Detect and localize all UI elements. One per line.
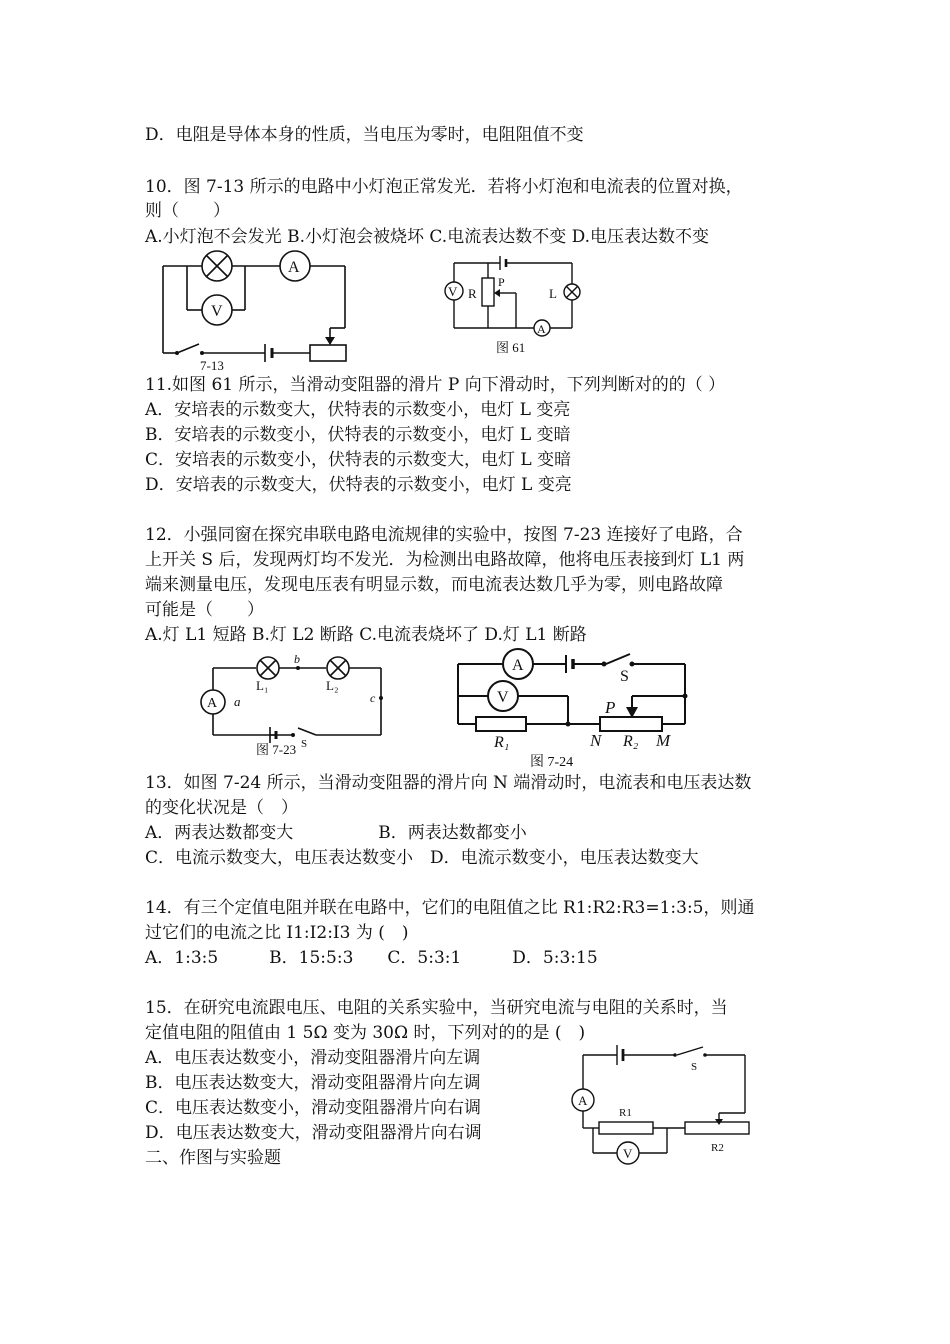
q13-options-cd: C．电流示数变大，电压表达数变小 D．电流示数变小，电压表达数变大 bbox=[145, 848, 699, 868]
figure-7-23-circuit bbox=[198, 650, 388, 760]
q12-line4: 可能是（ ） bbox=[145, 600, 264, 620]
fig61-caption: 图 61 bbox=[496, 340, 526, 355]
fig723-c-point: c bbox=[370, 691, 376, 705]
fig723-a-point: a bbox=[234, 694, 241, 709]
q11-option-c: C．安培表的示数变小，伏特表的示数变大，电灯 L 变暗 bbox=[145, 450, 572, 470]
fig15-r2-label: R2 bbox=[711, 1142, 724, 1154]
q11-stem: 11.如图 61 所示，当滑动变阻器的滑片 P 向下滑动时，下列判断对的的（ ） bbox=[145, 375, 726, 395]
q14-options: A．1:3:5 B．15:5:3 C．5:3:1 D．5:3:15 bbox=[145, 948, 598, 968]
q15-option-b: B．电压表达数变大，滑动变阻器滑片向左调 bbox=[145, 1073, 481, 1093]
fig724-voltmeter-label: V bbox=[497, 689, 509, 706]
fig15-r1-label: R1 bbox=[619, 1107, 632, 1119]
q15-option-a: A．电压表达数变小，滑动变阻器滑片向左调 bbox=[145, 1048, 481, 1068]
fig61-l-label: L bbox=[549, 286, 557, 301]
q10-stem-line1: 10．图 7-13 所示的电路中小灯泡正常发光．若将小灯泡和电流表的位置对换， bbox=[145, 177, 743, 197]
fig724-ammeter-label: A bbox=[512, 657, 524, 674]
q12-line1: 12．小强同窗在探究串联电路电流规律的实验中，按图 7-23 连接好了电路，合 bbox=[145, 525, 743, 545]
fig61-a-label: A bbox=[537, 322, 546, 336]
figure-7-13-circuit bbox=[155, 248, 355, 373]
q10-stem-line2: 则（ ） bbox=[145, 201, 230, 221]
q15-line2: 定值电阻的阻值由 1 5Ω 变为 30Ω 时，下列对的的是 ( ) bbox=[145, 1023, 586, 1043]
q15-option-c: C．电压表达数变小，滑动变阻器滑片向右调 bbox=[145, 1098, 482, 1118]
figure-q15-circuit bbox=[563, 1035, 763, 1170]
fig724-s-label: S bbox=[620, 668, 629, 685]
fig724-caption: 图 7-24 bbox=[530, 755, 574, 770]
q11-option-b: B．安培表的示数变小，伏特表的示数变小，电灯 L 变暗 bbox=[145, 425, 571, 445]
fig-7-13-caption: 7-13 bbox=[200, 358, 224, 373]
q15-line1: 15．在研究电流跟电压、电阻的关系实验中，当研究电流与电阻的关系时，当 bbox=[145, 998, 728, 1018]
fig724-p-label: P bbox=[605, 698, 616, 717]
voltmeter-label: V bbox=[211, 303, 223, 320]
q13-line1: 13．如图 7-24 所示，当滑动变阻器的滑片向 N 端滑动时，电流表和电压表达数 bbox=[145, 773, 752, 793]
fig724-n-label: N bbox=[590, 731, 602, 750]
fig723-b-point: b bbox=[294, 652, 300, 666]
fig724-m-label: M bbox=[656, 731, 671, 750]
fig61-r-label: R bbox=[468, 286, 477, 301]
q11-option-d: D．安培表的示数变大，伏特表的示数变小，电灯 L 变亮 bbox=[145, 475, 572, 495]
q13-line2: 的变化状况是（ ） bbox=[145, 798, 298, 818]
q11-option-a: A．安培表的示数变大，伏特表的示数变小，电灯 L 变亮 bbox=[145, 400, 571, 420]
q12-options: A.灯 L1 短路 B.灯 L2 断路 C.电流表烧坏了 D.灯 L1 断路 bbox=[145, 625, 587, 645]
fig724-r1-label: R₁ bbox=[494, 734, 510, 751]
figure-7-24-circuit bbox=[440, 648, 695, 773]
fig61-p-label: P bbox=[498, 275, 505, 289]
ammeter-label: A bbox=[288, 259, 300, 276]
q10-options: A.小灯泡不会发光 B.小灯泡会被烧坏 C.电流表达数不变 D.电压表达数不变 bbox=[145, 227, 710, 247]
option-d-line: D．电阻是导体本身的性质，当电压为零时，电阻阻值不变 bbox=[145, 125, 584, 145]
fig723-ammeter-label: A bbox=[207, 696, 218, 711]
q14-line1: 14．有三个定值电阻并联在电路中，它们的电阻值之比 R1:R2:R3=1:3:5，则通 bbox=[145, 898, 755, 918]
fig15-s-label: S bbox=[691, 1061, 698, 1073]
fig723-l2-label: L₂ bbox=[326, 678, 339, 693]
fig15-ammeter-label: A bbox=[578, 1093, 588, 1108]
fig723-l1-label: L₁ bbox=[256, 678, 269, 693]
figure-61-circuit bbox=[436, 248, 586, 358]
q13-options-ab: A．两表达数都变大 B．两表达数都变小 bbox=[145, 823, 527, 843]
fig61-v-label: V bbox=[448, 284, 458, 299]
fig723-s-label: S bbox=[301, 738, 308, 750]
section-2-heading: 二、作图与实验题 bbox=[145, 1148, 281, 1168]
q15-option-d: D．电压表达数变大，滑动变阻器滑片向右调 bbox=[145, 1123, 482, 1143]
fig724-r2-label: R₂ bbox=[623, 733, 639, 750]
q12-line2: 上开关 S 后，发现两灯均不发光．为检测出电路故障，他将电压表接到灯 L1 两 bbox=[145, 550, 745, 570]
fig15-voltmeter-label: V bbox=[623, 1146, 633, 1161]
q14-line2: 过它们的电流之比 I1:I2:I3 为 ( ) bbox=[145, 923, 409, 943]
q12-line3: 端来测量电压，发现电压表有明显示数，而电流表达数几乎为零，则电路故障 bbox=[145, 575, 723, 595]
fig723-caption: 图 7-23 bbox=[256, 742, 297, 757]
